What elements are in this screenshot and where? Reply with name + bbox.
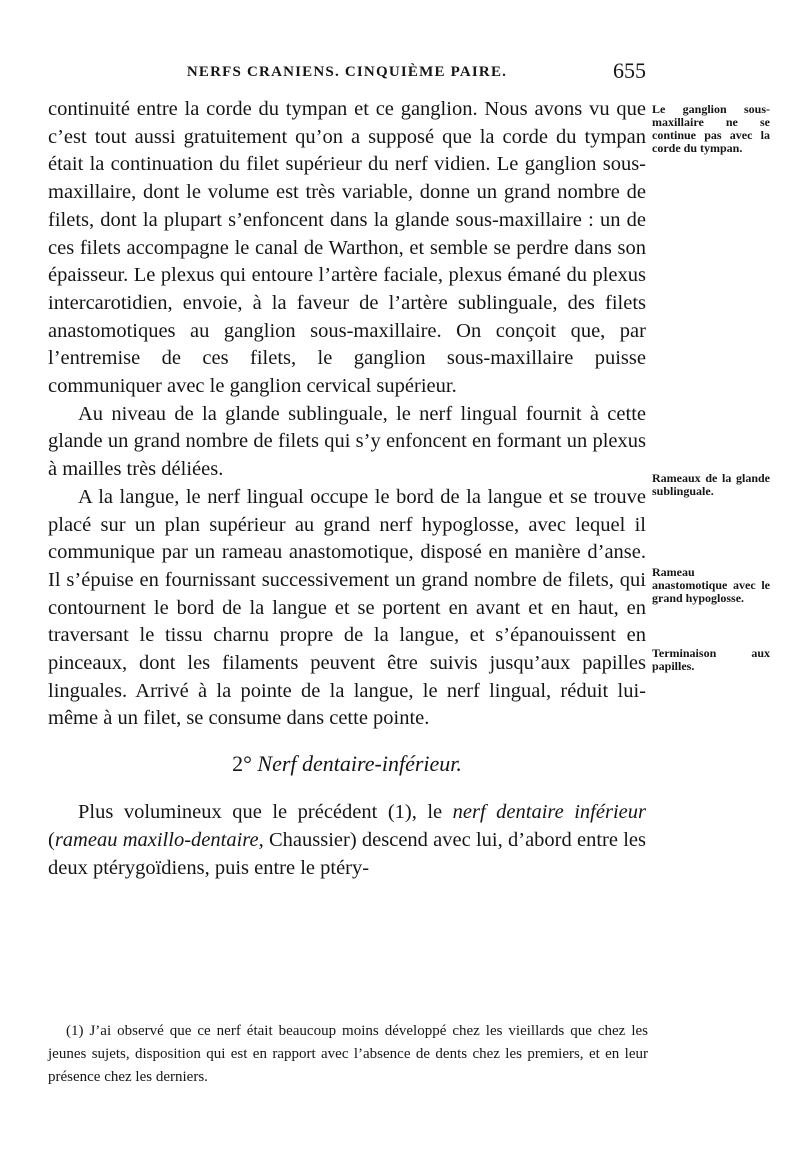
footnote: (1) J’ai observé que ce nerf était beaucoup moins développé chez les vieillards que chez les jeunes sujets, disposition qui est en rapport avec l’absence de dents chez les premiers, et en leur présence chez les derniers. bbox=[48, 1023, 648, 1085]
running-head bbox=[48, 58, 646, 84]
p4-italic-rameau: rameau maxillo-dentaire bbox=[54, 828, 259, 851]
margin-note-4: Terminaison aux papilles. bbox=[652, 646, 770, 673]
p4-italic-nerf: nerf dentaire inférieur bbox=[452, 801, 646, 824]
p4-end: , Chaussier) descend avec lui, d’abord entre les deux ptérygoïdiens, puis entre le ptéry- bbox=[48, 828, 646, 879]
p4-start: Plus volumineux que le précédent (1), le bbox=[78, 801, 453, 824]
paragraph-2: Au niveau de la glande sublinguale, le nerf lingual fournit à cette glande un grand nombre de filets qui s’y enfoncent en formant un plexus à mailles très déliées. bbox=[48, 402, 646, 481]
page-number: 655 bbox=[613, 58, 646, 83]
paragraph-3: A la langue, le nerf lingual occupe le bord de la langue et se trouve placé sur un plan supérieur au grand nerf hypoglosse, avec lequel il communique par un rameau anastomotique, disposé en manière d’anse. Il s’épuise en fournissant successivement un grand nombre de filets, qui contournent le bord de la langue et se portent en avant et en haut, en traversant le tissu charnu propre de la langue, et s’épanouissent en pinceaux, dont les filaments peuvent être suivis jusqu’aux papilles linguales. Arrivé à la pointe de la langue, le nerf lingual, réduit lui-même à un filet, se consume dans cette pointe. bbox=[48, 485, 646, 730]
margin-note-1: Le ganglion sous-maxillaire ne se continue pas avec la corde du tympan. bbox=[652, 102, 770, 155]
margin-note-3: Rameau anastomotique avec le grand hypoglosse. bbox=[652, 565, 770, 605]
running-title: NERFS CRANIENS. CINQUIÈME PAIRE. bbox=[186, 64, 508, 80]
section-heading bbox=[48, 749, 646, 779]
main-text bbox=[48, 96, 646, 882]
paragraph-1: continuité entre la corde du tympan et ce ganglion. Nous avons vu que c’est tout aussi gratuitement qu’on a supposé que la corde du tympan était la continuation du filet supérieur du nerf vidien. Le ganglion sous-maxillaire, dont le volume est très variable, donne un grand nombre de filets, dont la plupart s’enfoncent dans la glande sous-maxillaire : un de ces filets accompagne le canal de Warthon, et semble se perdre dans son épaisseur. Le plexus qui entoure l’artère faciale, plexus émané du plexus intercarotidien, envoie, à la faveur de l’artère sublinguale, des filets anastomotiques au ganglion sous-maxillaire. On conçoit que, par l’entremise de ces filets, le ganglion sous-maxillaire puisse communiquer avec le ganglion cervical supérieur. bbox=[48, 98, 646, 398]
section-title: Nerf dentaire-inférieur. bbox=[257, 751, 462, 777]
p4-mid: ( bbox=[48, 828, 55, 851]
section-number: 2° bbox=[232, 751, 252, 777]
paragraph-4 bbox=[48, 799, 646, 882]
margin-note-2: Rameaux de la glande sublinguale. bbox=[652, 471, 770, 498]
